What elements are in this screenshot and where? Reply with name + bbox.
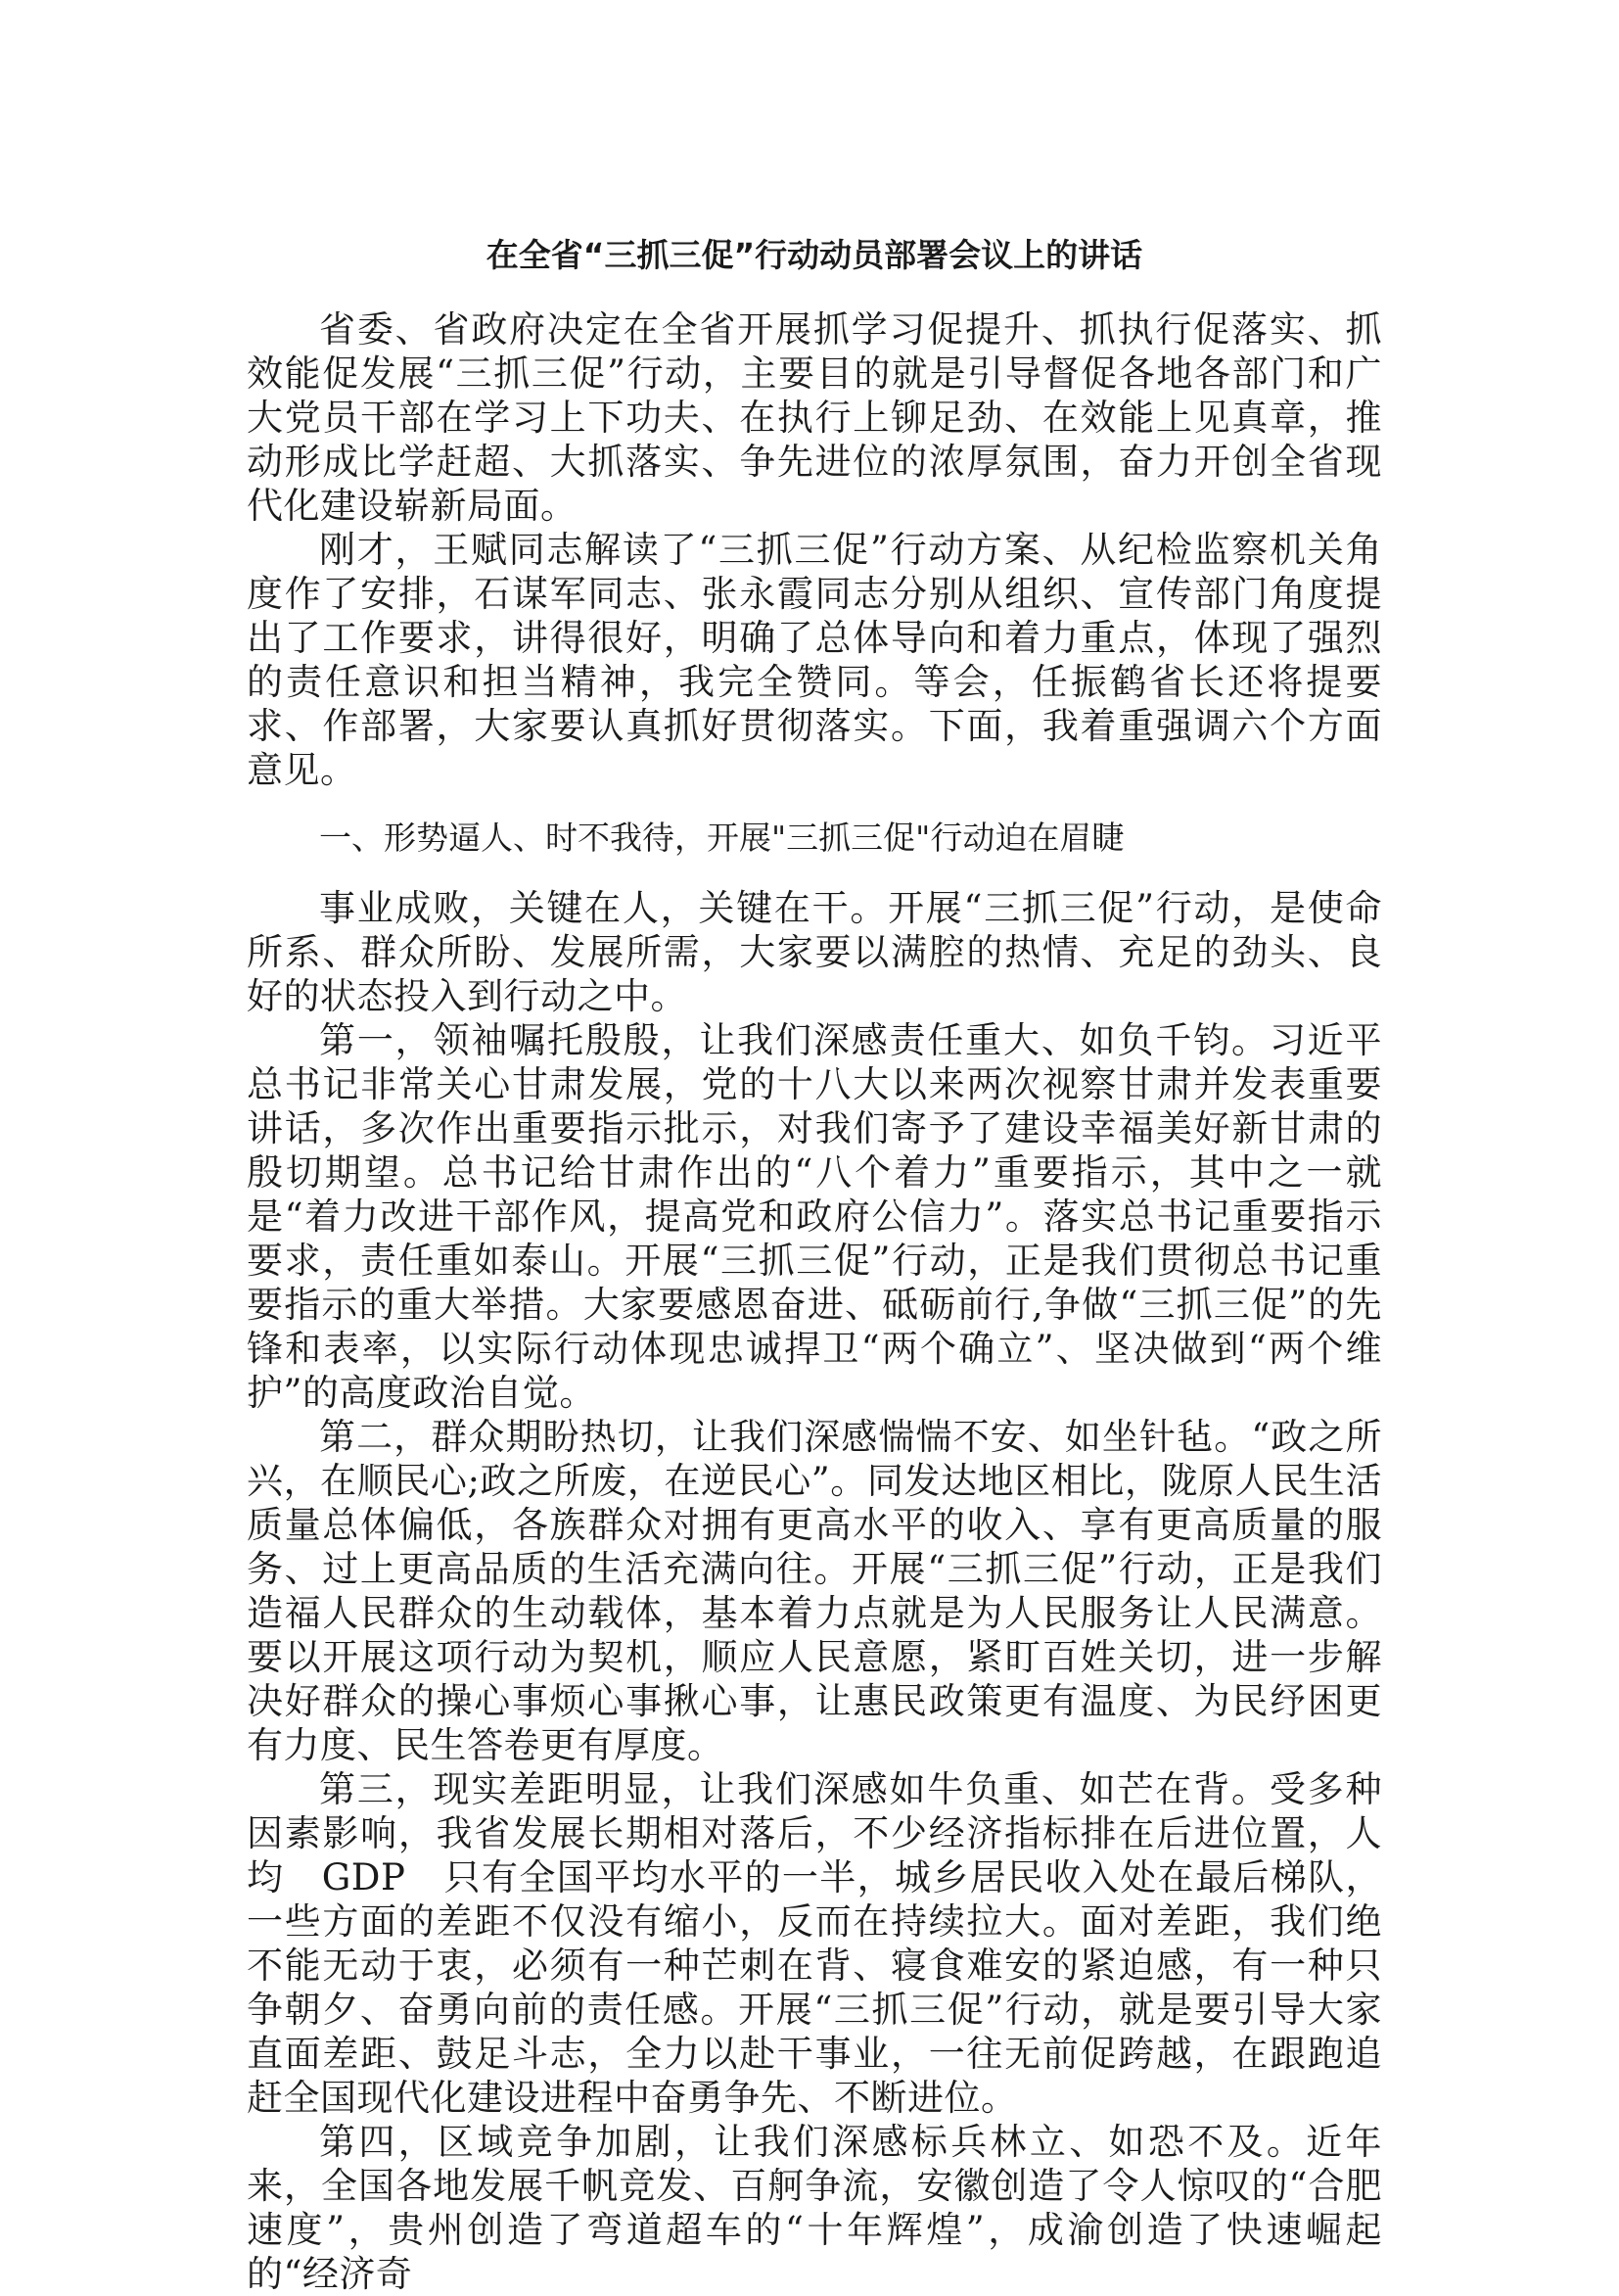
document-title: 在全省“三抓三促”行动动员部署会议上的讲话 <box>486 236 1143 274</box>
intro-paragraph: 省委、省政府决定在全省开展抓学习促提升、抓执行促落实、抓效能促发展“三抓三促”行动，主要目的就是引导督促各地各部门和广大党员干部在学习上下功夫、在执行上铆足劲、在效能上见真章，推动形成比学赶超、大抓落实、争先进位的浓厚氛围，奋力开创全省现代化建设崭新局面。 <box>247 308 1382 527</box>
intro-paragraph: 刚才，王赋同志解读了“三抓三促”行动方案、从纪检监察机关角度作了安排，石谋军同志、张永霞同志分别从组织、宣传部门角度提出了工作要求，讲得很好，明确了总体导向和着力重点，体现了强烈的责任意识和担当精神，我完全赞同。等会，任振鹤省长还将提要求、作部署，大家要认真抓好贯彻落实。下面，我着重强调六个方面意见。 <box>247 529 1382 791</box>
section-heading: 一、形势逼人、时不我待，开展"三抓三促"行动迫在眉睫 <box>319 819 1125 857</box>
body-paragraph: 事业成败，关键在人，关键在干。开展“三抓三促”行动，是使命所系、群众所盼、发展所需，大家要以满腔的热情、充足的劲头、良好的状态投入到行动之中。 <box>247 887 1382 1017</box>
body-paragraph: 第一，领袖嘱托殷殷，让我们深感责任重大、如负千钧。习近平总书记非常关心甘肃发展，党的十八大以来两次视察甘肃并发表重要讲话，多次作出重要指示批示，对我们寄予了建设幸福美好新甘肃的殷切期望。总书记给甘肃作出的“八个着力”重要指示，其中之一就是“着力改进干部作风，提高党和政府公信力”。落实总书记重要指示要求，责任重如泰山。开展“三抓三促”行动，正是我们贯彻总书记重要指示的重大举措。大家要感恩奋进、砥砺前行,争做“三抓三促”的先锋和表率，以实际行动体现忠诚捍卫“两个确立”、坚决做到“两个维护”的高度政治自觉。 <box>247 1019 1382 1414</box>
body-paragraph: 第三，现实差距明显，让我们深感如牛负重、如芒在背。受多种因素影响，我省发展长期相对落后，不少经济指标排在后进位置，人均 GDP 只有全国平均水平的一半，城乡居民收入处在最后梯队，一些方面的差距不仅没有缩小，反而在持续拉大。面对差距，我们绝不能无动于衷，必须有一种芒刺在背、寝食难安的紧迫感，有一种只争朝夕、奋勇向前的责任感。开展“三抓三促”行动，就是要引导大家直面差距、鼓足斗志，全力以赴干事业，一往无前促跨越，在跟跑追赶全国现代化建设进程中奋勇争先、不断进位。 <box>247 1768 1382 2119</box>
body-paragraph: 第二，群众期盼热切，让我们深感惴惴不安、如坐针毡。“政之所兴，在顺民心;政之所废，在逆民心”。同发达地区相比，陇原人民生活质量总体偏低，各族群众对拥有更高水平的收入、享有更高质量的服务、过上更高品质的生活充满向往。开展“三抓三促”行动，正是我们造福人民群众的生动载体，基本着力点就是为人民服务让人民满意。要以开展这项行动为契机，顺应人民意愿，紧盯百姓关切，进一步解决好群众的操心事烦心事揪心事，让惠民政策更有温度、为民纾困更有力度、民生答卷更有厚度。 <box>247 1416 1382 1766</box>
document-page <box>247 231 1382 2296</box>
body-paragraph: 第四，区域竞争加剧，让我们深感标兵林立、如恐不及。近年来，全国各地发展千帆竞发、百舸争流，安徽创造了令人惊叹的“合肥速度”，贵州创造了弯道超车的“十年辉煌”，成渝创造了快速崛起的“经济奇 <box>247 2121 1382 2295</box>
